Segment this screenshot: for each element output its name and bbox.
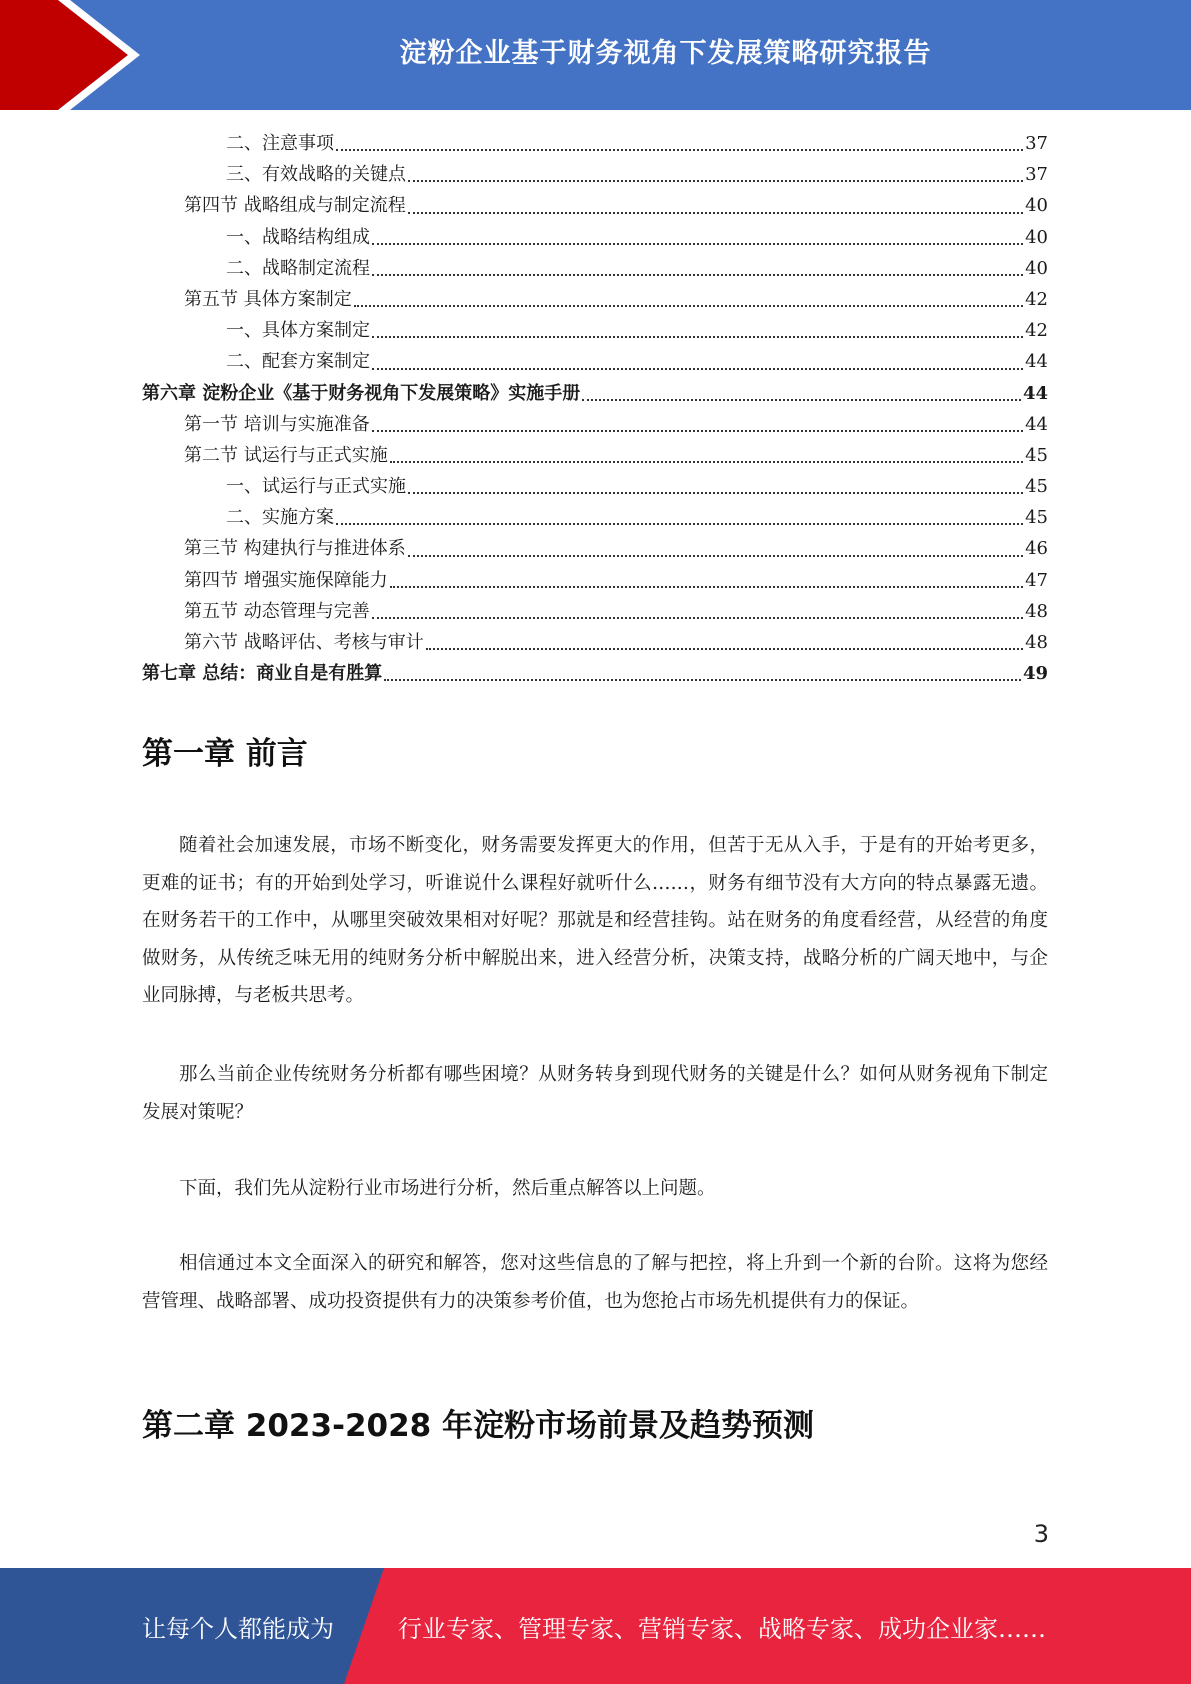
toc-entry-title: 第七章 总结：商业自是有胜算	[142, 663, 383, 685]
toc-entry-title: 一、试运行与正式实施	[226, 476, 406, 498]
toc-entry-page: 45	[1025, 476, 1048, 498]
toc-dot-leader	[372, 242, 1023, 245]
toc-dot-leader	[390, 585, 1023, 588]
toc-entry-title: 三、有效战略的关键点	[226, 164, 406, 186]
toc-entry[interactable]	[142, 128, 1048, 159]
toc-entry-title: 第四节 增强实施保障能力	[184, 569, 388, 591]
chapter-1-paragraph-1: 随着社会加速发展，市场不断变化，财务需要发挥更大的作用，但苦于无从入手，于是有的开始考更多，更难的证书；有的开始到处学习，听谁说什么课程好就听什么……，财务有细节没有大方向的特点暴露无遗。在财务若干的工作中，从哪里突破效果相对好呢？那就是和经营挂钩。站在财务的角度看经营，从经营的角度做财务，从传统乏味无用的纯财务分析中解脱出来，进入经营分析，决策支持，战略分析的广阔天地中，与企业同脉搏，与老板共思考。	[142, 835, 1048, 1006]
toc-entry-title: 二、实施方案	[226, 507, 334, 529]
toc-entry-title: 第二节 试运行与正式实施	[184, 444, 388, 466]
toc-entry[interactable]	[142, 222, 1048, 253]
toc-entry-page: 42	[1025, 288, 1048, 310]
toc-entry-title: 第五节 具体方案制定	[184, 288, 352, 310]
header-arrow-decoration	[0, 0, 160, 110]
toc-dot-leader	[354, 304, 1023, 307]
toc-entry[interactable]	[142, 190, 1048, 221]
toc-entry-page: 46	[1025, 538, 1048, 560]
chapter-1-paragraph-2: 那么当前企业传统财务分析都有哪些困境？从财务转身到现代财务的关键是什么？如何从财务视角下制定发展对策呢？	[142, 1064, 1048, 1123]
toc-entry-page: 44	[1022, 382, 1048, 404]
toc-entry-page: 37	[1025, 133, 1048, 154]
toc-entry[interactable]	[142, 533, 1048, 564]
toc-entry-title: 二、战略制定流程	[226, 257, 370, 279]
toc-entry-title: 二、注意事项	[226, 133, 334, 154]
toc-entry[interactable]	[142, 315, 1048, 346]
toc-entry-page: 40	[1025, 195, 1048, 217]
toc-entry-page: 44	[1025, 413, 1048, 435]
toc-dot-leader	[408, 491, 1023, 494]
page-footer	[0, 1568, 1191, 1684]
toc-entry-page: 42	[1025, 320, 1048, 342]
toc-dot-leader	[336, 148, 1023, 151]
report-title: 淀粉企业基于财务视角下发展策略研究报告	[399, 37, 932, 69]
toc-entry[interactable]	[142, 378, 1048, 409]
toc-entry-title: 第五节 动态管理与完善	[184, 600, 370, 622]
chapter-1-title: 第一章 前言	[142, 736, 308, 772]
toc-entry[interactable]	[142, 658, 1048, 689]
toc-entry[interactable]	[142, 627, 1048, 658]
toc-dot-leader	[336, 522, 1023, 525]
toc-entry-title: 第四节 战略组成与制定流程	[184, 195, 406, 217]
toc-entry[interactable]	[142, 471, 1048, 502]
toc-entry[interactable]	[142, 253, 1048, 284]
toc-entry-page: 40	[1025, 226, 1048, 248]
toc-entry-title: 第六章 淀粉企业《基于财务视角下发展策略》实施手册	[142, 382, 581, 404]
chapter-1-paragraph-3: 下面，我们先从淀粉行业市场进行分析，然后重点解答以上问题。	[179, 1178, 716, 1199]
toc-dot-leader	[408, 179, 1023, 182]
toc-entry-page: 47	[1025, 569, 1048, 591]
toc-entry-title: 第六节 战略评估、考核与审计	[184, 632, 424, 653]
toc-entry[interactable]	[142, 565, 1048, 596]
toc-entry[interactable]	[142, 346, 1048, 377]
toc-entry-page: 49	[1022, 663, 1048, 685]
toc-dot-leader	[372, 429, 1023, 432]
toc-entry-page: 40	[1025, 257, 1048, 279]
toc-entry[interactable]	[142, 284, 1048, 315]
toc-dot-leader	[372, 367, 1023, 370]
table-of-contents	[142, 128, 1048, 689]
toc-entry-page: 45	[1025, 507, 1048, 529]
toc-entry[interactable]	[142, 502, 1048, 533]
toc-entry-title: 二、配套方案制定	[226, 351, 370, 373]
toc-entry-title: 第三节 构建执行与推进体系	[184, 538, 406, 560]
toc-entry-title: 一、战略结构组成	[226, 226, 370, 248]
toc-entry[interactable]	[142, 440, 1048, 471]
toc-dot-leader	[384, 678, 1021, 681]
toc-dot-leader	[372, 616, 1023, 619]
toc-entry-page: 37	[1025, 164, 1048, 186]
toc-dot-leader	[408, 554, 1023, 557]
chapter-1-paragraph-4: 相信通过本文全面深入的研究和解答，您对这些信息的了解与把控，将上升到一个新的台阶。这将为您经营管理、战略部署、成功投资提供有力的决策参考价值，也为您抢占市场先机提供有力的保证。	[142, 1253, 1048, 1312]
toc-dot-leader	[408, 211, 1023, 214]
toc-dot-leader	[372, 273, 1023, 276]
toc-entry-page: 48	[1025, 632, 1048, 653]
toc-entry-title: 第一节 培训与实施准备	[184, 413, 370, 435]
page-header	[0, 0, 1191, 110]
chapter-2-title: 第二章 2023-2028 年淀粉市场前景及趋势预测	[142, 1408, 815, 1444]
toc-dot-leader	[372, 335, 1023, 338]
toc-entry-page: 44	[1025, 351, 1048, 373]
footer-slogan-right: 行业专家、管理专家、营销专家、战略专家、成功企业家……	[398, 1614, 1046, 1643]
toc-entry[interactable]	[142, 596, 1048, 627]
toc-entry[interactable]	[142, 409, 1048, 440]
page-number: 3	[1033, 1520, 1049, 1548]
toc-dot-leader	[390, 460, 1023, 463]
toc-dot-leader	[426, 647, 1023, 650]
footer-slogan-left: 让每个人都能成为	[142, 1614, 334, 1643]
toc-entry[interactable]	[142, 159, 1048, 190]
toc-entry-page: 45	[1025, 444, 1048, 466]
toc-dot-leader	[582, 398, 1021, 401]
toc-entry-page: 48	[1025, 600, 1048, 622]
toc-entry-title: 一、具体方案制定	[226, 320, 370, 342]
